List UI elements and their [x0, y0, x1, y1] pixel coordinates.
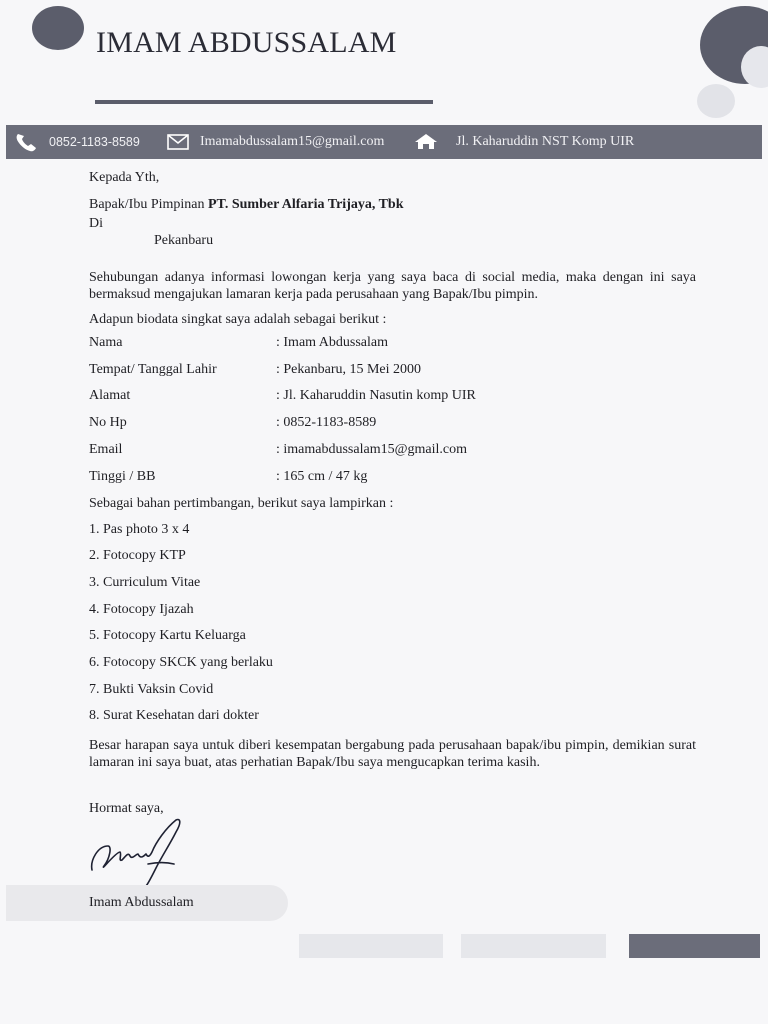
biodata-intro: Adapun biodata singkat saya adalah sebagai berikut :	[89, 312, 387, 327]
biodata-value: : 0852-1183-8589	[276, 415, 377, 430]
recipient-city: Pekanbaru	[154, 233, 214, 248]
contact-email: Imamabdussalam15@gmail.com	[200, 134, 385, 149]
biodata-value: : Pekanbaru, 15 Mei 2000	[276, 362, 422, 377]
recipient-prefix: Bapak/Ibu Pimpinan	[89, 197, 205, 212]
attachments-intro: Sebagai bahan pertimbangan, berikut saya lampirkan :	[89, 496, 394, 511]
biodata-value: : Imam Abdussalam	[276, 335, 388, 350]
footer-bar-light	[299, 934, 443, 958]
recipient	[89, 197, 404, 213]
biodata-value: : 165 cm / 47 kg	[276, 469, 368, 484]
mail-icon	[166, 125, 192, 159]
applicant-name-title: IMAM ABDUSSALAM	[96, 26, 397, 59]
handwritten-signature	[86, 812, 206, 893]
biodata-label: Alamat	[89, 388, 131, 403]
recipient-company: PT. Sumber Alfaria Trijaya, Tbk	[208, 197, 404, 212]
contact-bar	[6, 125, 762, 159]
recipient-di: Di	[89, 216, 103, 231]
footer-bar-dark	[629, 934, 760, 958]
attachment-item: 2. Fotocopy KTP	[89, 548, 186, 563]
biodata-label: Nama	[89, 335, 123, 350]
decor-circle-right-small	[697, 84, 735, 118]
biodata-label: Tempat/ Tanggal Lahir	[89, 362, 217, 377]
biodata-label: Tinggi / BB	[89, 469, 156, 484]
biodata-label: No Hp	[89, 415, 127, 430]
closing-paragraph: Besar harapan saya untuk diberi kesempatan bergabung pada perusahaan bapak/ibu pimpin, demikian surat lamaran ini saya buat, atas perhatian Bapak/Ibu saya mengucapkan terima kasih.	[89, 738, 696, 770]
attachment-item: 4. Fotocopy Ijazah	[89, 602, 194, 617]
salutation: Kepada Yth,	[89, 170, 160, 185]
attachment-item: 6. Fotocopy SKCK yang berlaku	[89, 655, 273, 670]
attachment-item: 8. Surat Kesehatan dari dokter	[89, 708, 259, 723]
regards: Hormat saya,	[89, 801, 164, 816]
contact-address: Jl. Kaharuddin NST Komp UIR	[456, 134, 635, 149]
biodata-value: : Jl. Kaharuddin Nasutin komp UIR	[276, 388, 476, 403]
biodata-label: Email	[89, 442, 123, 457]
attachment-item: 1. Pas photo 3 x 4	[89, 522, 190, 537]
attachment-item: 7. Bukti Vaksin Covid	[89, 682, 214, 697]
biodata-value: : imamabdussalam15@gmail.com	[276, 442, 467, 457]
title-underline	[95, 100, 433, 104]
attachment-item: 3. Curriculum Vitae	[89, 575, 201, 590]
phone-icon	[12, 125, 42, 159]
home-icon	[412, 125, 440, 159]
decor-circle-top-left	[32, 6, 84, 50]
signer-name: Imam Abdussalam	[89, 895, 194, 910]
opening-paragraph: Sehubungan adanya informasi lowongan kerja yang saya baca di social media, maka dengan ini saya bermaksud mengajukan lamaran kerja pada perusahaan yang Bapak/Ibu pimpin.	[89, 270, 696, 302]
contact-phone: 0852-1183-8589	[49, 135, 140, 149]
footer-bar-light	[461, 934, 606, 958]
attachment-item: 5. Fotocopy Kartu Keluarga	[89, 628, 246, 643]
